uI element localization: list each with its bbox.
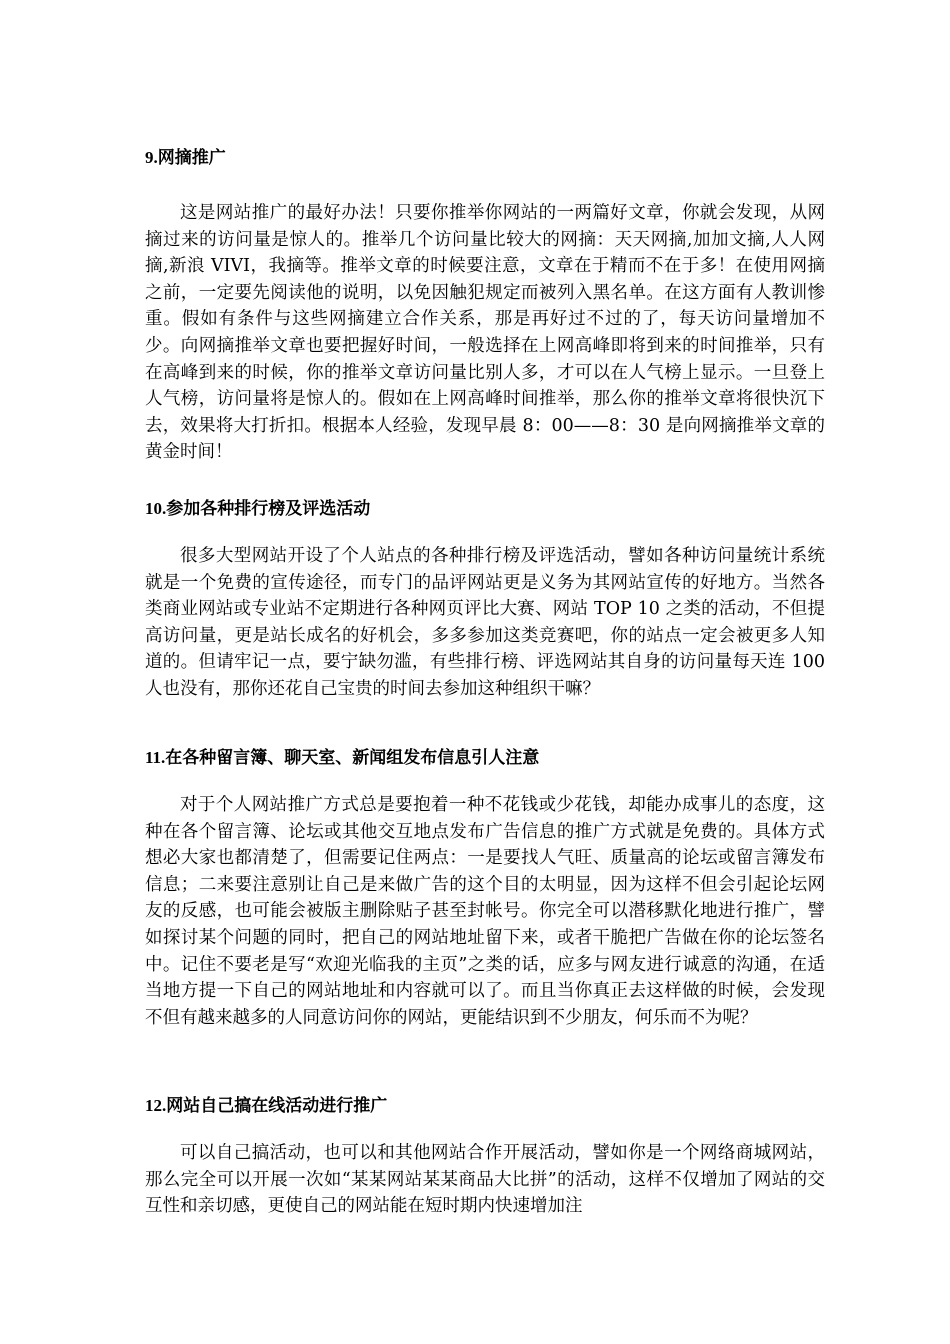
section-12-paragraph: 可以自己搞活动，也可以和其他网站合作开展活动，譬如你是一个网络商城网站，那么完全可以开展一次如“某某网站某某商品大比拼”的活动，这样不仅增加了网站的交互性和亲切感，更使自己的网站能在短时期内快速增加注	[145, 1143, 825, 1217]
section-10-title: 10.参加各种排行榜及评选活动	[145, 499, 371, 518]
section-11-paragraph: 对于个人网站推广方式总是要抱着一种不花钱或少花钱，却能办成事儿的态度，这种在各个留言簿、论坛或其他交互地点发布广告信息的推广方式就是免费的。具体方式想必大家也都清楚了，但需要记住两点：一是要找人气旺、质量高的论坛或留言簿发布信息；二来要注意别让自己是来做广告的这个目的太明显，因为这样不但会引起论坛网友的反感，也可能会被版主删除贴子甚至封帐号。你完全可以潜移默化地进行推广，譬如探讨某个问题的同时，把自己的网站地址留下来，或者干脆把广告做在你的论坛签名中。记住不要老是写“欢迎光临我的主页”之类的话，应多与网友进行诚意的沟通，在适当地方提一下自己的网站地址和内容就可以了。而且当你真正去这样做的时候，会发现不但有越来越多的人同意访问你的网站，更能结识到不少朋友，何乐而不为呢？	[145, 795, 825, 1028]
section-9-title: 9.网摘推广	[145, 148, 226, 167]
section-11-title: 11.在各种留言簿、聊天室、新闻组发布信息引人注意	[145, 748, 540, 767]
section-12-title: 12.网站自己搞在线活动进行推广	[145, 1096, 388, 1115]
section-10-paragraph: 很多大型网站开设了个人站点的各种排行榜及评选活动，譬如各种访问量统计系统就是一个免费的宣传途径，而专门的品评网站更是义务为其网站宣传的好地方。当然各类商业网站或专业站不定期进行各种网页评比大赛、网站 TOP 10 之类的活动，不但提高访问量，更是站长成名的好机会，多多参加这类竞赛吧，你的站点一定会被更多人知道的。但请牢记一点，要宁缺勿滥，有些排行榜、评选网站其自身的访问量每天连 100 人也没有，那你还花自己宝贵的时间去参加这种组织干嘛？	[145, 546, 825, 699]
section-9-paragraph: 这是网站推广的最好办法！只要你推举你网站的一两篇好文章，你就会发现，从网摘过来的访问量是惊人的。推举几个访问量比较大的网摘：天天网摘,加加文摘,人人网摘,新浪 VIVI，我摘等。推举文章的时候要注意，文章在于精而不在于多！在使用网摘之前，一定要先阅读他的说明，以免因触犯规定而被列入黑名单。在这方面有人教训惨重。假如有条件与这些网摘建立合作关系，那是再好过不过的了，每天访问量增加不少。向网摘推举文章也要把握好时间，一般选择在上网高峰即将到来的时间推举，只有在高峰到来的时候，你的推举文章访问量比别人多，才可以在人气榜上显示。一旦登上人气榜，访问量将是惊人的。假如在上网高峰时间推举，那么你的推举文章将很快沉下去，效果将大打折扣。根据本人经验，发现早晨 8：00——8：30 是向网摘推举文章的黄金时间！	[145, 203, 825, 463]
